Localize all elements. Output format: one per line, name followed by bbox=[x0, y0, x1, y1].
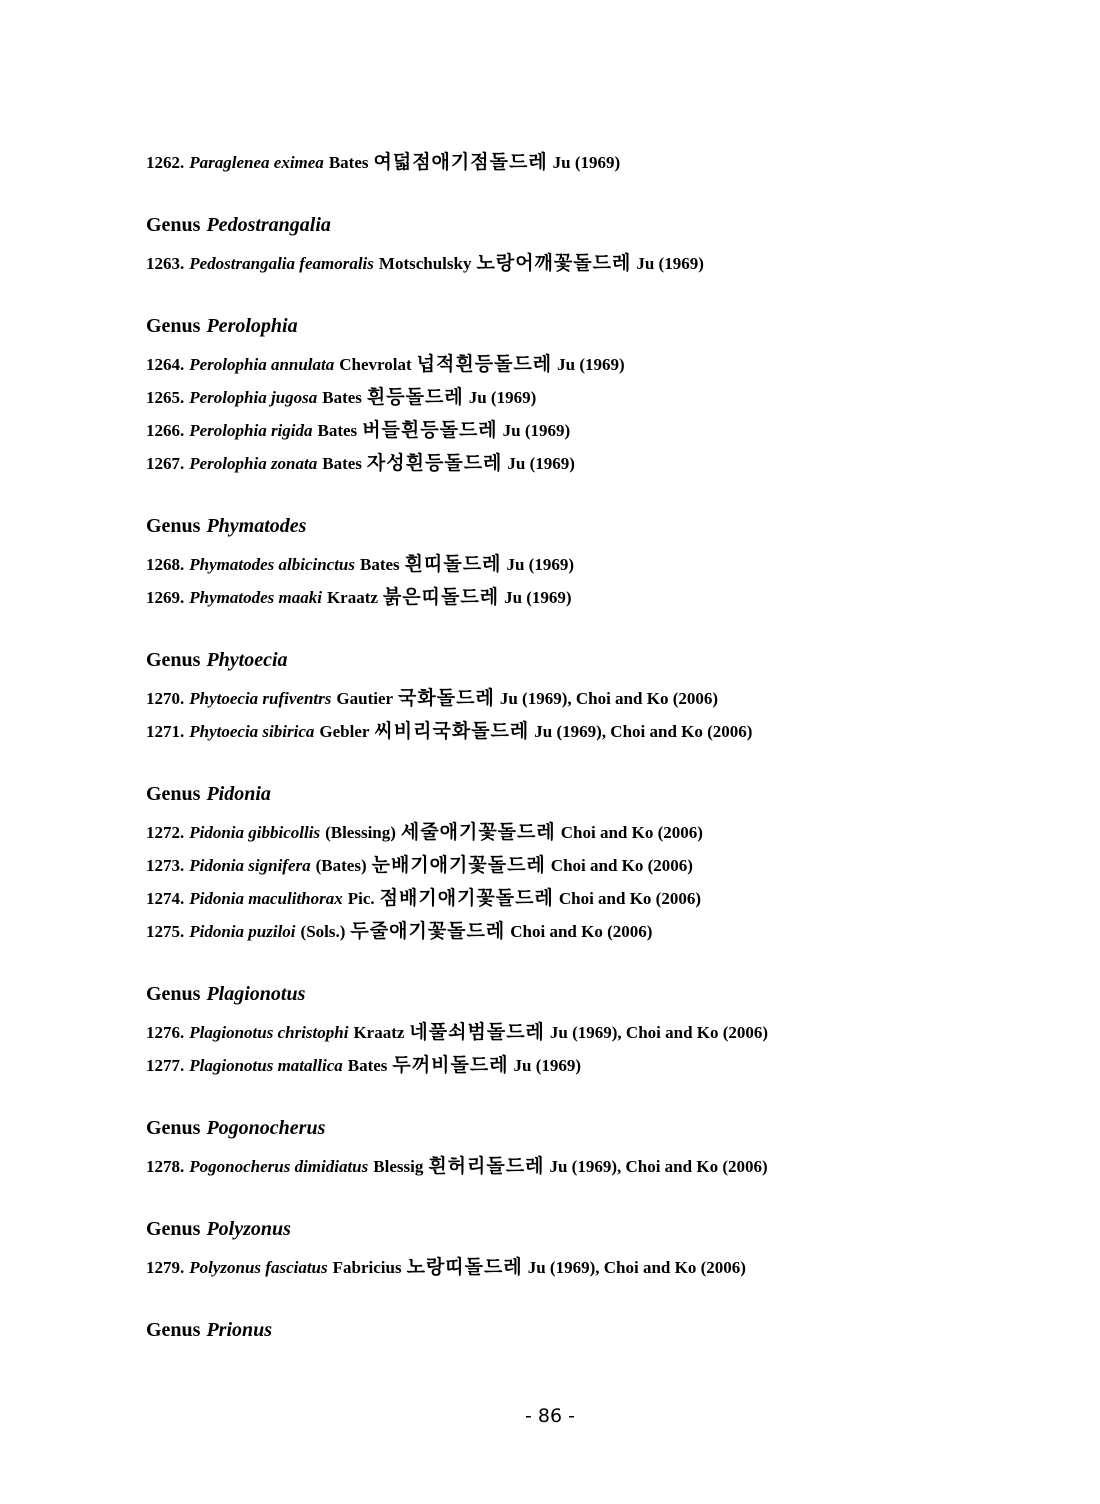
genus-word: Genus bbox=[146, 1218, 201, 1240]
author-name: Pic. bbox=[347, 889, 375, 908]
genus-heading bbox=[146, 512, 1026, 548]
korean-name: 여덟점애기점돌드레 bbox=[373, 151, 548, 173]
genus-section bbox=[146, 980, 1026, 1082]
genus-section bbox=[146, 646, 1026, 748]
korean-name: 버들흰등돌드레 bbox=[362, 419, 498, 441]
genus-name: Pedostrangalia bbox=[206, 214, 331, 236]
scientific-name: Perolophia jugosa bbox=[189, 388, 318, 407]
references: Ju (1969) bbox=[506, 555, 574, 574]
species-number: 1270. bbox=[146, 689, 185, 708]
genus-word: Genus bbox=[146, 1117, 201, 1139]
author-name: Gautier bbox=[336, 689, 394, 708]
species-entry bbox=[146, 348, 1026, 381]
species-number: 1272. bbox=[146, 823, 185, 842]
scientific-name: Pogonocherus dimidiatus bbox=[189, 1157, 369, 1176]
author-name: Kraatz bbox=[326, 588, 378, 607]
species-entry bbox=[146, 915, 1026, 948]
genus-name: Pidonia bbox=[206, 783, 271, 805]
genus-name: Pogonocherus bbox=[206, 1117, 326, 1139]
author-name: Fabricius bbox=[332, 1258, 402, 1277]
species-entry bbox=[146, 581, 1026, 614]
genus-heading bbox=[146, 1215, 1026, 1251]
genus-word: Genus bbox=[146, 515, 201, 537]
scientific-name: Pidonia maculithorax bbox=[189, 889, 343, 908]
korean-name: 씨비리국화돌드레 bbox=[374, 720, 530, 742]
genus-word: Genus bbox=[146, 214, 201, 236]
genus-name: Perolophia bbox=[206, 315, 298, 337]
genus-word: Genus bbox=[146, 783, 201, 805]
species-number: 1269. bbox=[146, 588, 185, 607]
references: Ju (1969) bbox=[513, 1056, 582, 1075]
species-entry bbox=[146, 816, 1026, 849]
references: Ju (1969), Choi and Ko (2006) bbox=[549, 1023, 769, 1042]
genus-heading bbox=[146, 780, 1026, 816]
species-entry bbox=[146, 548, 1026, 581]
author-name: Bates bbox=[322, 454, 362, 473]
references: Ju (1969) bbox=[636, 254, 704, 273]
species-entry bbox=[146, 381, 1026, 414]
species-number: 1279. bbox=[146, 1258, 185, 1277]
references: Ju (1969), Choi and Ko (2006) bbox=[527, 1258, 746, 1277]
species-number: 1262. bbox=[146, 153, 185, 172]
scientific-name: Perolophia rigida bbox=[189, 421, 313, 440]
author-name: (Blessing) bbox=[325, 823, 396, 842]
species-number: 1276. bbox=[146, 1023, 185, 1042]
scientific-name: Phymatodes albicinctus bbox=[189, 555, 355, 574]
species-list bbox=[146, 146, 1026, 1384]
genus-section bbox=[146, 312, 1026, 480]
references: Ju (1969) bbox=[468, 388, 537, 407]
scientific-name: Phymatodes maaki bbox=[189, 588, 322, 607]
species-entry bbox=[146, 1049, 1026, 1082]
korean-name: 붉은띠돌드레 bbox=[382, 586, 500, 608]
references: Ju (1969) bbox=[507, 454, 575, 473]
species-number: 1274. bbox=[146, 889, 185, 908]
scientific-name: Pidonia gibbicollis bbox=[189, 823, 321, 842]
author-name: Bates bbox=[322, 388, 362, 407]
references: Choi and Ko (2006) bbox=[550, 856, 693, 875]
genus-heading bbox=[146, 646, 1026, 682]
genus-heading bbox=[146, 980, 1026, 1016]
korean-name: 네풀쇠범돌드레 bbox=[409, 1021, 545, 1043]
references: Ju (1969) bbox=[502, 421, 571, 440]
species-number: 1273. bbox=[146, 856, 185, 875]
genus-heading bbox=[146, 1316, 1026, 1352]
scientific-name: Pidonia signifera bbox=[189, 856, 311, 875]
genus-name: Plagionotus bbox=[206, 983, 306, 1005]
author-name: (Sols.) bbox=[300, 922, 346, 941]
genus-word: Genus bbox=[146, 1319, 201, 1341]
species-entry bbox=[146, 247, 1026, 280]
korean-name: 세줄애기꽃돌드레 bbox=[400, 821, 556, 843]
scientific-name: Pidonia puziloi bbox=[189, 922, 296, 941]
scientific-name: Plagionotus christophi bbox=[189, 1023, 349, 1042]
author-name: Gebler bbox=[319, 722, 370, 741]
korean-name: 두꺼비돌드레 bbox=[392, 1054, 509, 1076]
species-entry bbox=[146, 682, 1026, 715]
species-entry bbox=[146, 414, 1026, 447]
scientific-name: Phytoecia rufiventrs bbox=[189, 689, 332, 708]
species-number: 1263. bbox=[146, 254, 185, 273]
species-number: 1265. bbox=[146, 388, 185, 407]
korean-name: 점배기애기꽃돌드레 bbox=[379, 887, 554, 909]
genus-name: Prionus bbox=[206, 1319, 273, 1341]
species-number: 1278. bbox=[146, 1157, 185, 1176]
korean-name: 흰띠돌드레 bbox=[404, 553, 502, 575]
scientific-name: Perolophia annulata bbox=[189, 355, 335, 374]
species-number: 1277. bbox=[146, 1056, 185, 1075]
species-number: 1271. bbox=[146, 722, 185, 741]
species-entry bbox=[146, 1251, 1026, 1284]
scientific-name: Plagionotus matallica bbox=[189, 1056, 343, 1075]
references: Ju (1969), Choi and Ko (2006) bbox=[499, 689, 719, 708]
genus-section bbox=[146, 512, 1026, 614]
genus-word: Genus bbox=[146, 315, 201, 337]
species-number: 1266. bbox=[146, 421, 185, 440]
genus-section bbox=[146, 1316, 1026, 1352]
genus-name: Phymatodes bbox=[206, 515, 307, 537]
species-entry bbox=[146, 715, 1026, 748]
korean-name: 흰등돌드레 bbox=[366, 386, 464, 408]
scientific-name: Polyzonus fasciatus bbox=[189, 1258, 328, 1277]
scientific-name: Phytoecia sibirica bbox=[189, 722, 315, 741]
genus-word: Genus bbox=[146, 983, 201, 1005]
author-name: Bates bbox=[360, 555, 400, 574]
korean-name: 눈배기애기꽃돌드레 bbox=[371, 854, 546, 876]
species-number: 1268. bbox=[146, 555, 185, 574]
genus-heading bbox=[146, 211, 1026, 247]
korean-name: 노랑띠돌드레 bbox=[406, 1256, 523, 1278]
author-name: Bates bbox=[347, 1056, 388, 1075]
genus-section bbox=[146, 211, 1026, 280]
references: Choi and Ko (2006) bbox=[558, 889, 702, 908]
references: Ju (1969), Choi and Ko (2006) bbox=[549, 1157, 768, 1176]
author-name: Bates bbox=[328, 153, 369, 172]
species-entry bbox=[146, 146, 1026, 179]
genus-section bbox=[146, 780, 1026, 948]
species-entry bbox=[146, 447, 1026, 480]
korean-name: 자성흰등돌드레 bbox=[366, 452, 503, 474]
references: Ju (1969), Choi and Ko (2006) bbox=[534, 722, 753, 741]
scientific-name: Paraglenea eximea bbox=[189, 153, 324, 172]
species-number: 1264. bbox=[146, 355, 185, 374]
author-name: Motschulsky bbox=[378, 254, 472, 273]
genus-name: Phytoecia bbox=[206, 649, 288, 671]
species-entry bbox=[146, 849, 1026, 882]
species-number: 1267. bbox=[146, 454, 185, 473]
genus-section bbox=[146, 1114, 1026, 1183]
page-number: - 86 - bbox=[525, 1405, 575, 1427]
references: Ju (1969) bbox=[552, 153, 621, 172]
species-number: 1275. bbox=[146, 922, 185, 941]
scientific-name: Perolophia zonata bbox=[189, 454, 318, 473]
genus-section bbox=[146, 1215, 1026, 1284]
references: Choi and Ko (2006) bbox=[510, 922, 653, 941]
author-name: Blessig bbox=[373, 1157, 424, 1176]
korean-name: 노랑어깨꽃돌드레 bbox=[476, 252, 632, 274]
species-entry bbox=[146, 1150, 1026, 1183]
genus-section bbox=[146, 146, 1026, 179]
korean-name: 두줄애기꽃돌드레 bbox=[350, 920, 506, 942]
references: Choi and Ko (2006) bbox=[560, 823, 703, 842]
genus-heading bbox=[146, 1114, 1026, 1150]
korean-name: 흰허리돌드레 bbox=[428, 1155, 545, 1177]
scientific-name: Pedostrangalia feamoralis bbox=[189, 254, 374, 273]
species-entry bbox=[146, 1016, 1026, 1049]
korean-name: 넙적흰등돌드레 bbox=[416, 353, 553, 375]
author-name: Kraatz bbox=[353, 1023, 405, 1042]
species-entry bbox=[146, 882, 1026, 915]
author-name: Bates bbox=[317, 421, 358, 440]
genus-word: Genus bbox=[146, 649, 201, 671]
korean-name: 국화돌드레 bbox=[398, 687, 495, 709]
author-name: (Bates) bbox=[315, 856, 367, 875]
references: Ju (1969) bbox=[504, 588, 572, 607]
references: Ju (1969) bbox=[557, 355, 625, 374]
genus-heading bbox=[146, 312, 1026, 348]
author-name: Chevrolat bbox=[339, 355, 412, 374]
genus-name: Polyzonus bbox=[206, 1218, 291, 1240]
